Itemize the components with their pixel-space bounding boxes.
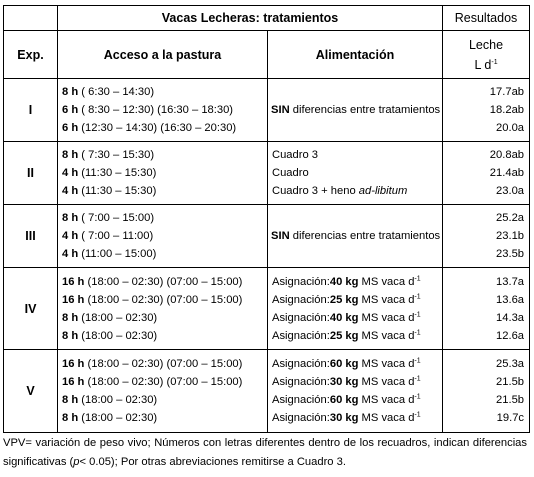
leche-cell [443, 142, 530, 205]
results-header: Resultados [443, 6, 530, 31]
leche-value: 17.7ab [489, 86, 525, 98]
leche-value: 25.2a [496, 212, 525, 224]
leche-value: 25.3a [496, 358, 525, 370]
alim-text: SIN diferencias entre tratamientos [271, 104, 441, 116]
access-line: 8 h ( 7:00 – 15:00) [62, 212, 155, 224]
leche-label: Leche [468, 37, 504, 52]
table-footnote: VPV= variación de peso vivo; Números con letras diferentes dentro de los recuadros, indican diferencias significativas (p< 0.05); Por otras abreviaciones remitirse a Cuadro 3. [3, 437, 527, 468]
leche-cell [443, 79, 530, 142]
access-line: 8 h (18:00 – 02:30) [62, 412, 158, 424]
alim-cell [268, 142, 443, 205]
alim-cell [268, 205, 443, 268]
access-line: 6 h ( 8:30 – 12:30) (16:30 – 18:30) [62, 104, 234, 116]
alim-line: Cuadro 3 + heno ad-libitum [272, 185, 408, 197]
alim-text: SIN diferencias entre tratamientos [271, 230, 441, 242]
alim-line: Asignación:40 kg MS vaca $d^{-1}$ [272, 310, 421, 324]
leche-value: 21.5b [496, 376, 525, 388]
access-cell [58, 79, 268, 142]
access-line: 8 h (18:00 – 02:30) [62, 311, 158, 324]
access-cell [58, 142, 268, 205]
table-row-exp-4 [4, 268, 530, 350]
access-line: 16 h (18:00 – 02:30) (07:00 – 15:00) [62, 376, 243, 388]
leche-value: 21.4ab [489, 167, 525, 179]
access-line: 4 h (11:30 – 15:30) [62, 185, 157, 197]
access-line: 8 h ( 6:30 – 14:30) [62, 86, 155, 98]
exp-header: Exp. [4, 31, 58, 79]
leche-value: 21.5b [496, 394, 525, 406]
alim-line: Cuadro 3 [272, 149, 319, 161]
leche-value: 23.0a [496, 185, 525, 197]
access-line: 16 h (18:00 – 02:30) (07:00 – 15:00) [62, 358, 243, 370]
header-row-1 [4, 6, 530, 31]
alim-line: Asignación:40 kg MS vaca $d^{-1}$ [272, 274, 421, 288]
access-line: 4 h (11:00 – 15:00) [62, 248, 157, 260]
exp-label: I [4, 79, 58, 142]
treatments-table [3, 5, 530, 433]
table-title: Vacas Lecheras: tratamientos [58, 6, 443, 31]
leche-value: 18.2ab [489, 104, 525, 116]
exp-label: II [4, 142, 58, 205]
exp-label: V [4, 350, 58, 433]
alim-line: Asignación:30 kg MS vaca $d^{-1}$ [272, 375, 421, 388]
alim-line: Asignación:60 kg MS vaca $d^{-1}$ [272, 393, 421, 406]
leche-header [443, 31, 530, 79]
alim-cell [268, 350, 443, 433]
exp-label: III [4, 205, 58, 268]
table-row-exp-3 [4, 205, 530, 268]
access-line: 6 h (12:30 – 14:30) (16:30 – 20:30) [62, 122, 237, 134]
access-cell [58, 268, 268, 350]
table-row-exp-2 [4, 142, 530, 205]
exp-label: IV [4, 268, 58, 350]
leche-value: 14.3a [496, 311, 525, 324]
acceso-header: Acceso a la pastura [58, 31, 268, 79]
leche-value: 23.5b [496, 248, 525, 260]
access-line: 16 h (18:00 – 02:30) (07:00 – 15:00) [62, 293, 243, 306]
access-cell [58, 350, 268, 433]
leche-value: 20.0a [496, 122, 525, 134]
leche-value: 19.7c [496, 412, 525, 424]
table-row-exp-5 [4, 350, 530, 433]
leche-value: 23.1b [496, 230, 525, 242]
access-cell [58, 205, 268, 268]
leche-cell [443, 205, 530, 268]
alim-line: Asignación:25 kg MS vaca $d^{-1}$ [272, 328, 421, 342]
leche-value: 20.8ab [489, 149, 525, 161]
header-row-2 [4, 31, 530, 79]
alim-cell [268, 268, 443, 350]
access-line: 8 h ( 7:30 – 15:30) [62, 149, 155, 161]
alim-line: Cuadro [272, 167, 309, 179]
access-line: 8 h (18:00 – 02:30) [62, 394, 158, 406]
table-row-exp-1 [4, 79, 530, 142]
leche-value: 13.6a [496, 293, 525, 306]
access-line: 16 h (18:00 – 02:30) (07:00 – 15:00) [62, 275, 243, 288]
access-line: 4 h ( 7:00 – 11:00) [62, 230, 154, 242]
leche-unit: L $d^{-1}$ [474, 57, 498, 72]
access-line: 4 h (11:30 – 15:30) [62, 167, 157, 179]
alim-line: Asignación:60 kg MS vaca $d^{-1}$ [272, 357, 421, 370]
leche-value: 12.6a [496, 329, 525, 342]
leche-cell [443, 350, 530, 433]
leche-value: 13.7a [496, 275, 525, 288]
alimentacion-header: Alimentación [268, 31, 443, 79]
alim-line: Asignación:25 kg MS vaca $d^{-1}$ [272, 292, 421, 306]
alim-cell [268, 79, 443, 142]
alim-line: Asignación:30 kg MS vaca $d^{-1}$ [272, 411, 421, 424]
leche-cell [443, 268, 530, 350]
access-line: 8 h (18:00 – 02:30) [62, 329, 158, 342]
